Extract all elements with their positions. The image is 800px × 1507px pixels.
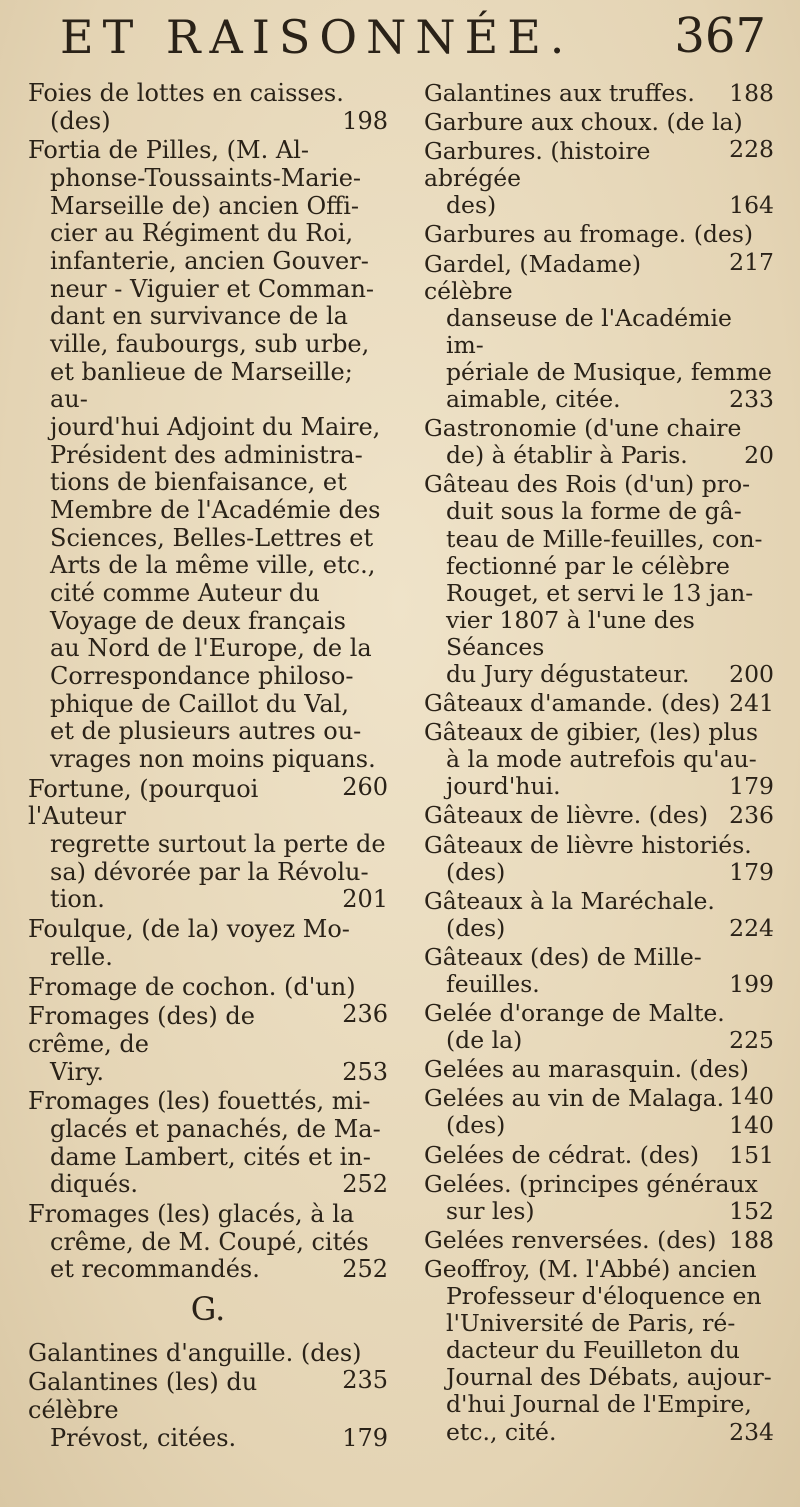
entry-continuation-text: Viry. — [50, 1057, 105, 1086]
index-entry — [28, 136, 388, 801]
entry-continuation-text: phique de Caillot du Val, — [50, 689, 349, 718]
entry-heading — [424, 415, 774, 442]
entry-continuation — [424, 1337, 774, 1364]
running-title: ET RAISONNÉE. — [60, 10, 574, 64]
entry-continuation — [424, 305, 774, 359]
entry-heading-text: Galantines (les) du célèbre — [28, 1368, 258, 1424]
entry-continuation — [28, 663, 388, 691]
entry-continuation — [424, 1310, 774, 1337]
entry-page-ref: 140 — [729, 1082, 774, 1111]
index-entry — [424, 135, 774, 220]
entry-heading-text: Foies de lottes en caisses. — [28, 79, 344, 107]
index-entry — [28, 1000, 388, 1086]
entry-heading — [28, 80, 388, 108]
entry-heading-text: Gâteaux (des) de Mille- — [424, 942, 702, 971]
entry-heading — [424, 135, 774, 193]
entry-heading-text: Gelées au marasquin. (des) — [424, 1055, 749, 1084]
entry-continuation-text: (des) — [446, 913, 506, 942]
index-entry — [424, 108, 774, 164]
index-entry — [424, 690, 774, 717]
entry-heading — [28, 1201, 388, 1229]
entry-continuation-text: cité comme Auteur du — [50, 579, 320, 608]
index-entry — [424, 1142, 774, 1169]
entry-heading-text: Gelées. (principes généraux — [424, 1169, 758, 1198]
entry-continuation-text: infanterie, ancien Gouver- — [50, 247, 369, 276]
entry-continuation — [28, 831, 388, 859]
entry-heading — [424, 888, 774, 915]
entry-continuation-text: Sciences, Belles-Lettres et — [50, 523, 374, 552]
entry-heading — [28, 972, 388, 1029]
index-entry — [424, 220, 774, 276]
entry-heading-text: Gelée d'orange de Malte. — [424, 999, 725, 1028]
entry-continuation-text: ville, faubourgs, sub urbe, — [50, 330, 370, 359]
entry-continuation — [28, 525, 388, 553]
entry-page-ref: 253 — [342, 1057, 388, 1086]
entry-page-ref: 201 — [342, 885, 388, 914]
index-entry — [424, 415, 774, 469]
entry-heading — [28, 1088, 388, 1116]
entry-continuation — [28, 193, 388, 221]
entry-continuation-text: Marseille de) ancien Offi- — [50, 191, 359, 220]
entry-continuation — [28, 248, 388, 276]
entry-continuation-text: Président des administra- — [50, 440, 363, 469]
entry-continuation-text: du Jury dégustateur. — [446, 659, 690, 688]
entry-continuation-text: dacteur du Feuilleton du — [446, 1336, 740, 1365]
entry-page-ref: 179 — [342, 1423, 388, 1452]
entry-heading — [424, 802, 774, 829]
entry-heading-text: Fortia de Pilles, (M. Al- — [28, 136, 309, 165]
entry-continuation — [424, 442, 774, 469]
entry-heading — [424, 719, 774, 746]
entry-heading — [424, 108, 774, 164]
entry-continuation-text: (de la) — [446, 1026, 523, 1055]
entry-continuation-text: jourd'hui. — [446, 772, 561, 801]
entry-heading — [424, 944, 774, 971]
entry-heading — [424, 832, 774, 859]
index-entry — [424, 1171, 774, 1225]
entry-continuation — [28, 886, 388, 914]
entry-continuation-text: vier 1807 à l'une des Séances — [446, 605, 695, 661]
index-entry — [424, 247, 774, 414]
entry-continuation-text: phonse-Toussaints-Marie- — [50, 164, 362, 193]
entry-continuation-text: et de plusieurs autres ou- — [50, 717, 362, 746]
entry-page-ref: 217 — [729, 247, 774, 276]
entry-continuation — [424, 607, 774, 661]
entry-heading — [28, 1000, 388, 1058]
entry-continuation — [424, 1027, 774, 1054]
entry-heading-text: Gardel, (Madame) célèbre — [424, 249, 642, 305]
entry-continuation — [424, 359, 774, 386]
entry-continuation — [424, 859, 774, 886]
entry-continuation — [424, 915, 774, 942]
entry-heading — [424, 247, 774, 305]
entry-continuation-text: (des) — [446, 857, 506, 886]
entry-continuation-text: glacés et panachés, de Ma- — [50, 1114, 381, 1143]
section-letter: G. — [190, 1289, 226, 1328]
entry-continuation-text: des) — [446, 191, 497, 220]
entry-continuation-text: dame Lambert, cités et in- — [50, 1142, 371, 1171]
entry-continuation — [424, 746, 774, 773]
entry-heading-text: Gâteaux de gibier, (les) plus — [424, 718, 759, 747]
entry-continuation — [28, 276, 388, 304]
entry-page-ref: 228 — [729, 135, 774, 164]
entry-continuation — [424, 1283, 774, 1310]
index-entry — [28, 1088, 388, 1199]
entry-continuation-text: l'Université de Paris, ré- — [446, 1309, 736, 1338]
index-entry — [424, 80, 774, 107]
entry-heading-text: Fromage de cochon. (d'un) — [28, 972, 356, 1001]
entry-heading — [28, 1338, 388, 1395]
entry-continuation — [28, 303, 388, 331]
entry-continuation — [28, 220, 388, 248]
entry-continuation-text: et recommandés. — [50, 1255, 260, 1284]
index-entry — [28, 1338, 388, 1395]
index-entry — [28, 772, 388, 914]
entry-continuation-text: relle. — [50, 942, 113, 971]
entry-heading-text: Gelées renversées. (des) — [424, 1225, 717, 1254]
entry-continuation — [28, 580, 388, 608]
entry-heading — [28, 1366, 388, 1424]
entry-heading — [424, 1171, 774, 1198]
entry-page-ref: 224 — [729, 913, 774, 942]
entry-continuation-text: dant en survivance de la — [50, 302, 348, 331]
entry-continuation-text: au Nord de l'Europe, de la — [50, 634, 372, 663]
entry-continuation — [424, 1419, 774, 1446]
index-entry — [424, 802, 774, 829]
entry-continuation — [28, 718, 388, 746]
index-entry — [424, 888, 774, 942]
entry-continuation-text: crême, de M. Coupé, cités — [50, 1227, 369, 1256]
entry-heading-text: Gâteaux de lièvre. (des) — [424, 801, 709, 830]
entry-heading-text: Gâteaux d'amande. (des) — [424, 689, 721, 718]
entry-continuation — [28, 442, 388, 470]
index-entry — [424, 1227, 774, 1254]
entry-page-ref: 236 — [342, 1000, 388, 1029]
entry-heading-text: Galantines d'anguille. (des) — [28, 1338, 362, 1367]
entry-continuation — [28, 691, 388, 719]
entry-continuation-text: duit sous la forme de gâ- — [446, 497, 742, 526]
entry-heading-text: Gâteaux de lièvre historiés. — [424, 830, 752, 859]
index-entry — [28, 80, 388, 135]
entry-page-ref: 200 — [729, 659, 774, 688]
entry-continuation-text: Prévost, citées. — [50, 1423, 237, 1452]
entry-continuation — [424, 386, 774, 413]
entry-page-ref: 188 — [729, 1225, 774, 1254]
entry-heading-text: Garbure aux choux. (de la) — [424, 108, 743, 137]
entry-continuation — [28, 497, 388, 525]
entry-continuation — [28, 1144, 388, 1172]
entry-page-ref: 20 — [744, 441, 774, 470]
entry-continuation — [424, 1364, 774, 1391]
entry-page-ref: 199 — [729, 970, 774, 998]
entry-continuation — [28, 1059, 388, 1087]
entry-page-ref: 188 — [729, 79, 774, 107]
entry-continuation — [28, 552, 388, 580]
entry-page-ref: 252 — [342, 1170, 388, 1199]
entry-continuation — [28, 745, 388, 801]
entry-heading-text: Foulque, (de la) voyez Mo- — [28, 915, 350, 944]
entry-page-ref: 179 — [729, 772, 774, 801]
entry-page-ref: 260 — [342, 772, 388, 801]
index-entry — [424, 1256, 774, 1446]
entry-page-ref: 179 — [729, 857, 774, 886]
entry-continuation-text: de) à établir à Paris. — [446, 441, 688, 470]
entry-heading-text: Garbures au fromage. (des) — [424, 220, 754, 249]
entry-continuation — [28, 944, 388, 972]
entry-continuation-text: etc., cité. — [446, 1417, 557, 1446]
entry-continuation-text: sa) dévorée par la Révolu- — [50, 857, 369, 886]
entry-page-ref: 198 — [342, 106, 388, 135]
entry-continuation — [28, 469, 388, 497]
entry-continuation-text: Rouget, et servi le 13 jan- — [446, 578, 754, 607]
entry-continuation — [424, 553, 774, 580]
entry-heading — [28, 772, 388, 831]
entry-heading-text: Fromages (des) de crême, de — [28, 1002, 255, 1058]
entry-heading — [28, 137, 388, 165]
entry-heading — [424, 220, 774, 276]
entry-page-ref: 234 — [729, 1417, 774, 1446]
entry-continuation-text: aimable, citée. — [446, 385, 621, 414]
entry-heading-text: Fortune, (pourquoi l'Auteur — [28, 774, 259, 831]
entry-continuation-text: Arts de la même ville, etc., — [50, 551, 376, 580]
entry-heading-text: Galantines aux truffes. — [424, 79, 695, 107]
entry-continuation-text: Membre de l'Académie des — [50, 496, 381, 525]
entry-continuation-text: vrages non moins piquans. — [50, 745, 376, 774]
entry-continuation — [28, 331, 388, 359]
index-entry — [28, 916, 388, 971]
index-entry — [28, 1201, 388, 1284]
entry-heading — [424, 471, 774, 498]
entry-continuation-text: teau de Mille-feuilles, con- — [446, 524, 763, 553]
entry-heading-text: Gelées au vin de Malaga. — [424, 1084, 725, 1113]
entry-continuation — [28, 1256, 388, 1284]
entry-continuation — [28, 165, 388, 193]
index-entry — [424, 1000, 774, 1054]
entry-page-ref: 235 — [342, 1366, 388, 1395]
entry-continuation-text: Journal des Débats, aujour- — [446, 1363, 772, 1392]
entry-continuation-text: tions de bienfaisance, et — [50, 468, 347, 497]
entry-continuation-text: fectionné par le célèbre — [446, 551, 730, 580]
entry-continuation-text: et banlieue de Marseille; au- — [50, 357, 353, 414]
entry-heading-text: Geoffroy, (M. l'Abbé) ancien — [424, 1254, 757, 1283]
entry-page-ref: 233 — [729, 385, 774, 414]
entry-page-ref: 241 — [729, 689, 774, 718]
entry-heading — [424, 1256, 774, 1283]
entry-continuation — [28, 1425, 388, 1453]
entry-heading — [424, 1142, 774, 1169]
entry-heading-text: Gâteau des Rois (d'un) pro- — [424, 470, 751, 499]
entry-continuation-text: Correspondance philoso- — [50, 662, 354, 691]
entry-heading — [28, 916, 388, 944]
entry-continuation — [28, 414, 388, 442]
index-entry — [424, 832, 774, 886]
entry-page-ref: 152 — [729, 1196, 774, 1225]
entry-continuation — [28, 608, 388, 636]
entry-page-ref: 225 — [729, 1026, 774, 1055]
index-entry — [28, 1366, 388, 1452]
entry-heading-text: Gastronomie (d'une chaire — [424, 414, 742, 443]
entry-continuation — [28, 1116, 388, 1144]
entry-continuation — [424, 661, 774, 688]
index-entry — [424, 719, 774, 800]
index-entry — [28, 972, 388, 1029]
entry-continuation — [28, 635, 388, 663]
entry-continuation — [424, 1198, 774, 1225]
entry-heading — [424, 1227, 774, 1254]
entry-continuation-text: jourd'hui Adjoint du Maire, — [50, 413, 381, 442]
page-number: 367 — [674, 8, 766, 64]
entry-continuation — [28, 1171, 388, 1199]
entry-continuation-text: Professeur d'éloquence en — [446, 1282, 762, 1311]
entry-page-ref: 164 — [729, 191, 774, 220]
entry-heading-text: Fromages (les) glacés, à la — [28, 1199, 355, 1228]
left-column — [28, 80, 388, 1454]
entry-continuation-text: sur les) — [446, 1196, 535, 1225]
entry-heading-text: Fromages (les) fouettés, mi- — [28, 1087, 371, 1116]
entry-continuation-text: Voyage de deux français — [50, 606, 346, 635]
entry-continuation-text: périale de Musique, femme — [446, 357, 772, 386]
entry-heading-text: Gelées de cédrat. (des) — [424, 1140, 700, 1169]
entry-page-ref: 236 — [729, 801, 774, 830]
entry-continuation — [424, 1112, 774, 1139]
entry-continuation — [424, 580, 774, 607]
entry-continuation — [424, 192, 774, 219]
index-entry — [424, 471, 774, 688]
entry-continuation-text: à la mode autrefois qu'au- — [446, 745, 757, 774]
entry-page-ref: 151 — [729, 1140, 774, 1169]
entry-heading-text: Gâteaux à la Maréchale. — [424, 886, 715, 915]
entry-continuation — [28, 108, 388, 136]
entry-continuation-text: d'hui Journal de l'Empire, — [446, 1390, 752, 1419]
entry-continuation-text: diqués. — [50, 1170, 139, 1199]
entry-continuation — [424, 773, 774, 800]
entry-page-ref: 252 — [342, 1255, 388, 1284]
entry-continuation — [424, 971, 774, 998]
entry-continuation — [28, 859, 388, 887]
entry-heading — [424, 1082, 774, 1113]
entry-page-ref: 140 — [729, 1111, 774, 1140]
entry-continuation-text: tion. — [50, 885, 105, 914]
entry-continuation — [424, 498, 774, 525]
entry-heading — [424, 690, 774, 717]
entry-continuation-text: (des) — [446, 1111, 506, 1140]
entry-continuation — [28, 1229, 388, 1257]
entry-continuation-text: regrette surtout la perte de — [50, 830, 386, 859]
right-column — [424, 80, 774, 1448]
entry-continuation — [424, 1391, 774, 1418]
entry-heading — [424, 80, 774, 107]
entry-continuation-text: neur - Viguier et Comman- — [50, 274, 375, 303]
entry-continuation-text: feuilles. — [446, 970, 540, 998]
entry-continuation-text: danseuse de l'Académie im- — [446, 303, 732, 359]
page-header — [0, 8, 800, 78]
index-entry — [424, 1082, 774, 1140]
entry-continuation-text: (des) — [50, 106, 111, 135]
entry-heading — [424, 1000, 774, 1027]
entry-continuation-text: cier au Régiment du Roi, — [50, 219, 354, 248]
entry-heading-text: Garbures. (histoire abrégée — [424, 137, 651, 193]
entry-continuation — [424, 526, 774, 553]
index-entry — [424, 944, 774, 998]
entry-continuation — [28, 359, 388, 414]
